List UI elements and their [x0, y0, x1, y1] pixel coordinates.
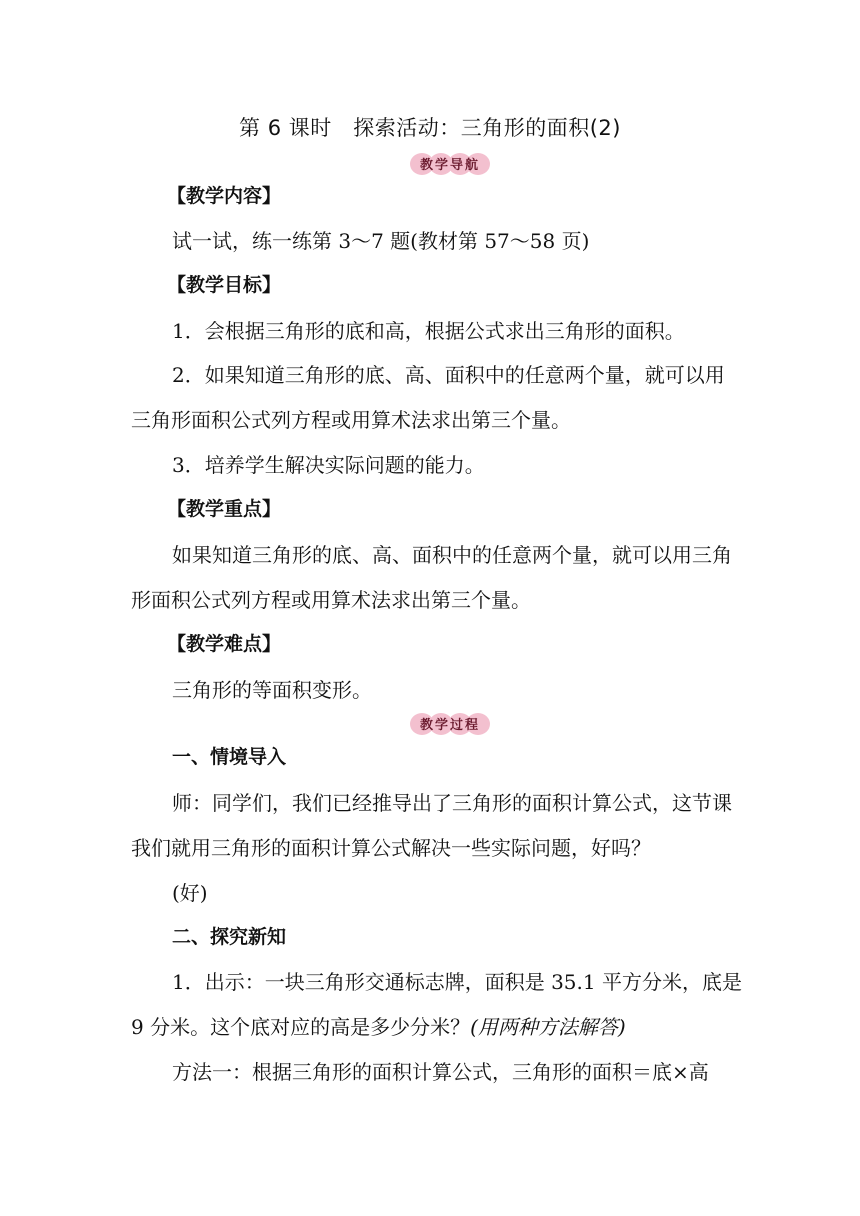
lesson-title: 第 6 课时 探索活动：三角形的面积(2): [239, 116, 621, 140]
difficulty-heading: 【教学难点】: [167, 633, 282, 655]
badge-label: 教学导航: [419, 158, 480, 173]
goal-2-line-1: 2．如果知道三角形的底、高、面积中的任意两个量，就可以用: [172, 363, 725, 387]
key-line-2: 形面积公式列方程或用算术法求出第三个量。: [131, 588, 531, 612]
goal-1: 1．会根据三角形的底和高，根据公式求出三角形的面积。: [172, 319, 685, 343]
difficulty-text: 三角形的等面积变形。: [172, 678, 372, 702]
example-1-line-1: 1．出示：一块三角形交通标志牌，面积是 35.1 平方分米，底是: [172, 970, 742, 994]
example-1-question: 9 分米。这个底对应的高是多少分米？: [131, 1015, 471, 1039]
method-1-text: 方法一：根据三角形的面积计算公式，三角形的面积＝底×高: [172, 1060, 709, 1084]
key-line-1: 如果知道三角形的底、高、面积中的任意两个量，就可以用三角: [172, 543, 732, 567]
intro-line-1: 师：同学们，我们已经推导出了三角形的面积计算公式，这节课: [172, 791, 732, 815]
intro-heading: 一、情境导入: [172, 746, 287, 768]
goal-2-line-2: 三角形面积公式列方程或用算术法求出第三个量。: [131, 408, 571, 432]
content-heading: 【教学内容】: [167, 185, 282, 207]
example-1-instruction: (用两种方法解答): [470, 1015, 626, 1039]
intro-answer: (好): [172, 881, 208, 905]
goal-3: 3．培养学生解决实际问题的能力。: [172, 453, 485, 477]
key-heading: 【教学重点】: [167, 498, 282, 520]
intro-line-2: 我们就用三角形的面积计算公式解决一些实际问题，好吗？: [131, 836, 651, 860]
badge-label: 教学过程: [419, 718, 480, 733]
explore-heading: 二、探究新知: [172, 926, 287, 948]
goals-heading: 【教学目标】: [167, 274, 282, 296]
example-1-line-2: [131, 1015, 626, 1039]
teaching-nav-badge: [410, 151, 490, 177]
content-text: 试一试，练一练第 3～7 题(教材第 57～58 页): [172, 229, 590, 253]
teaching-process-badge: [410, 711, 490, 737]
